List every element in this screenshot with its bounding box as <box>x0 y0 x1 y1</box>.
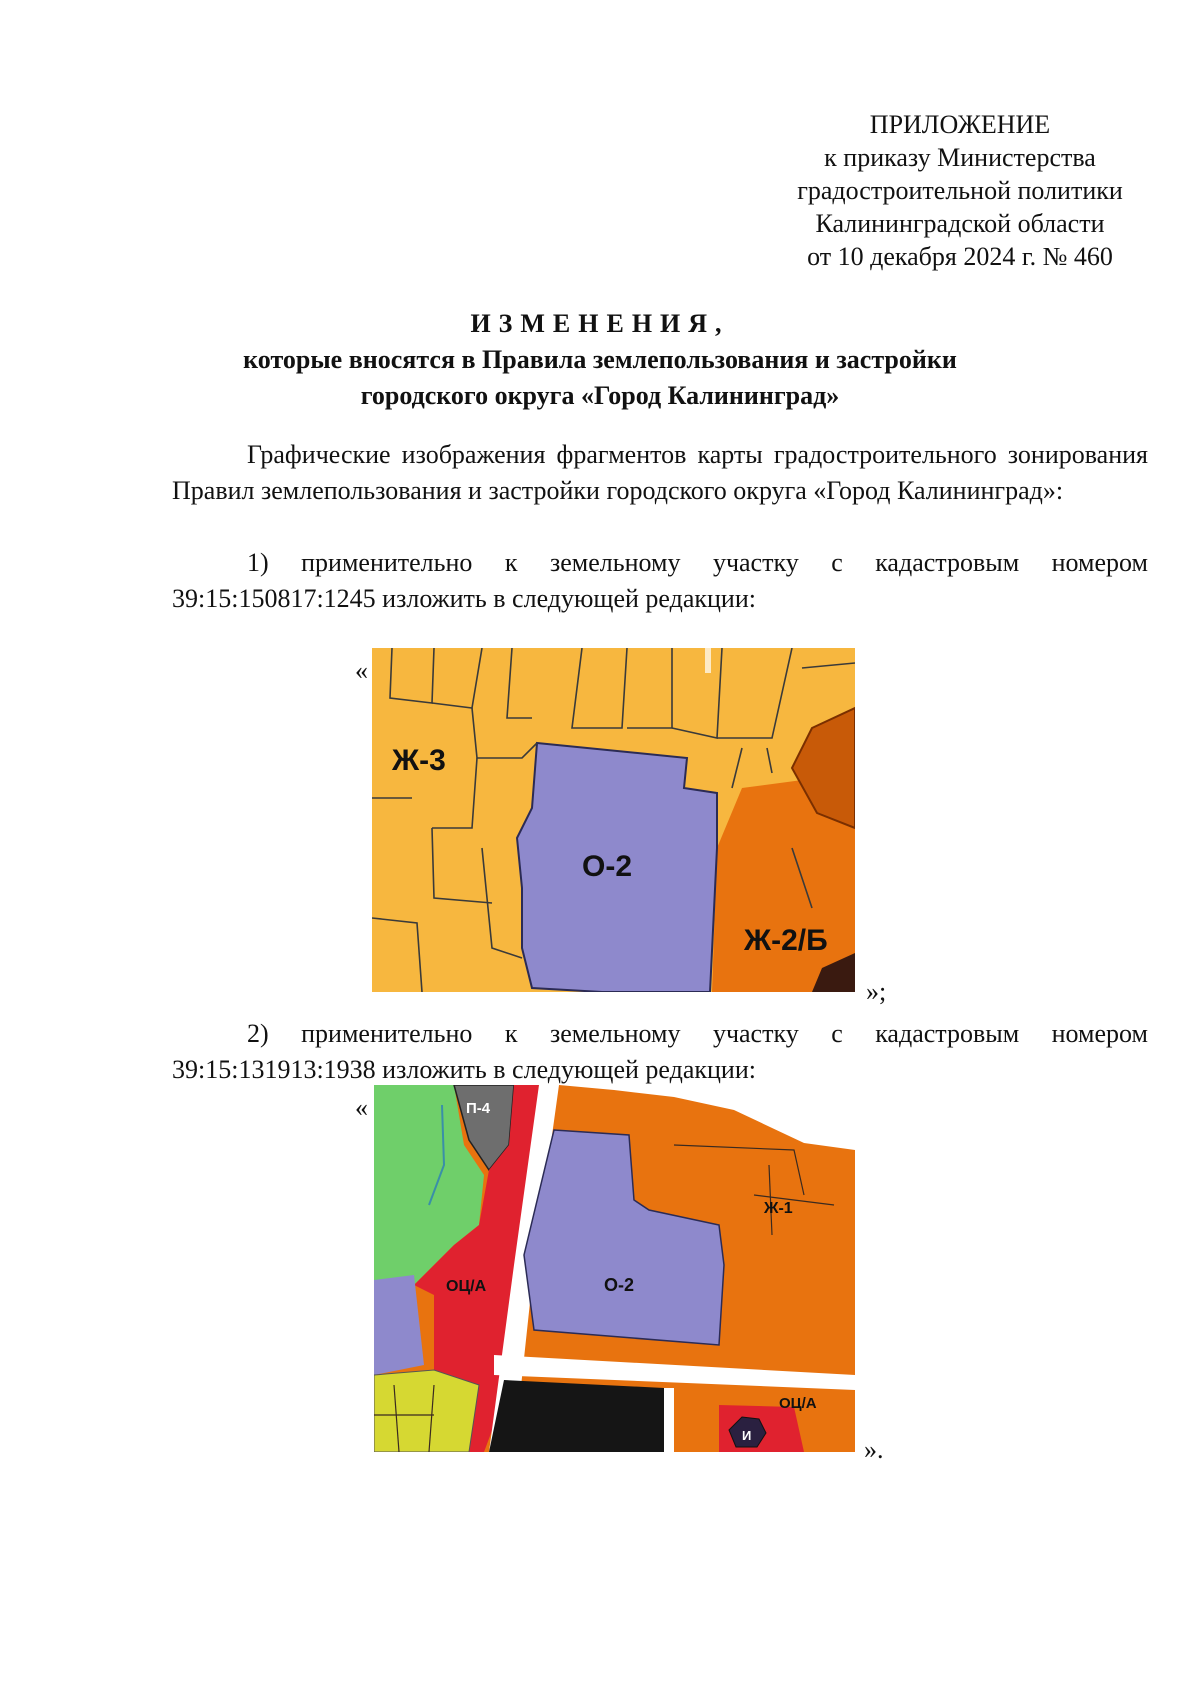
appendix-ministry-line: градостроительной политики <box>797 176 1123 205</box>
zoning-map-2-graphic <box>374 1085 855 1452</box>
zone-label-o2: О-2 <box>582 850 633 883</box>
title-subheading-1: которые вносятся в Правила землепользования и застройки <box>243 345 957 374</box>
zoning-map-1 <box>372 648 855 992</box>
appendix-header <box>750 108 1170 273</box>
appendix-date-line: от 10 декабря 2024 г. № 460 <box>807 242 1113 271</box>
zone-label-o2: О-2 <box>604 1275 635 1295</box>
zone-label-ots-a: ОЦ/А <box>446 1278 487 1295</box>
zone-label-ots-a-bottom: ОЦ/А <box>779 1395 817 1412</box>
item2-close-quote: ». <box>864 1435 884 1464</box>
zone-label-p4: П-4 <box>466 1100 491 1117</box>
road-gap-2 <box>664 1388 674 1452</box>
item1-open-quote: « <box>355 656 368 685</box>
zoning-map-1-graphic <box>372 648 855 992</box>
intro-paragraph: Графические изображения фрагментов карты градостроительного зонирования Правил землепользования и застройки городского округа «Город Калининград»: <box>172 440 1148 505</box>
item1-close-quote: »; <box>866 977 887 1006</box>
road-gap <box>705 648 711 673</box>
zone-black-area <box>489 1380 664 1452</box>
item2-open-quote: « <box>355 1093 368 1122</box>
zone-label-zh1: Ж-1 <box>764 1200 793 1217</box>
zone-label-zh2b: Ж-2/Б <box>744 924 828 957</box>
appendix-title: ПРИЛОЖЕНИЕ <box>869 110 1051 139</box>
zoning-map-2 <box>374 1085 855 1452</box>
title-subheading-2: городского округа «Город Калининград» <box>360 381 840 410</box>
appendix-region-line: Калининградской области <box>815 209 1105 238</box>
item1-paragraph: 1) применительно к земельному участку с кадастровым номером 39:15:150817:1245 изложить в следующей редакции: <box>172 548 1148 613</box>
zone-yellow-area <box>374 1370 479 1452</box>
zone-label-i: И <box>742 1428 752 1443</box>
item2-paragraph: 2) применительно к земельному участку с кадастровым номером 39:15:131913:1938 изложить в следующей редакции: <box>172 1019 1148 1084</box>
appendix-order-line: к приказу Министерства <box>824 143 1096 172</box>
title-heading: ИЗМЕНЕНИЯ, <box>470 309 730 338</box>
zone-label-zh3: Ж-3 <box>392 744 446 777</box>
document-title <box>0 306 1200 414</box>
